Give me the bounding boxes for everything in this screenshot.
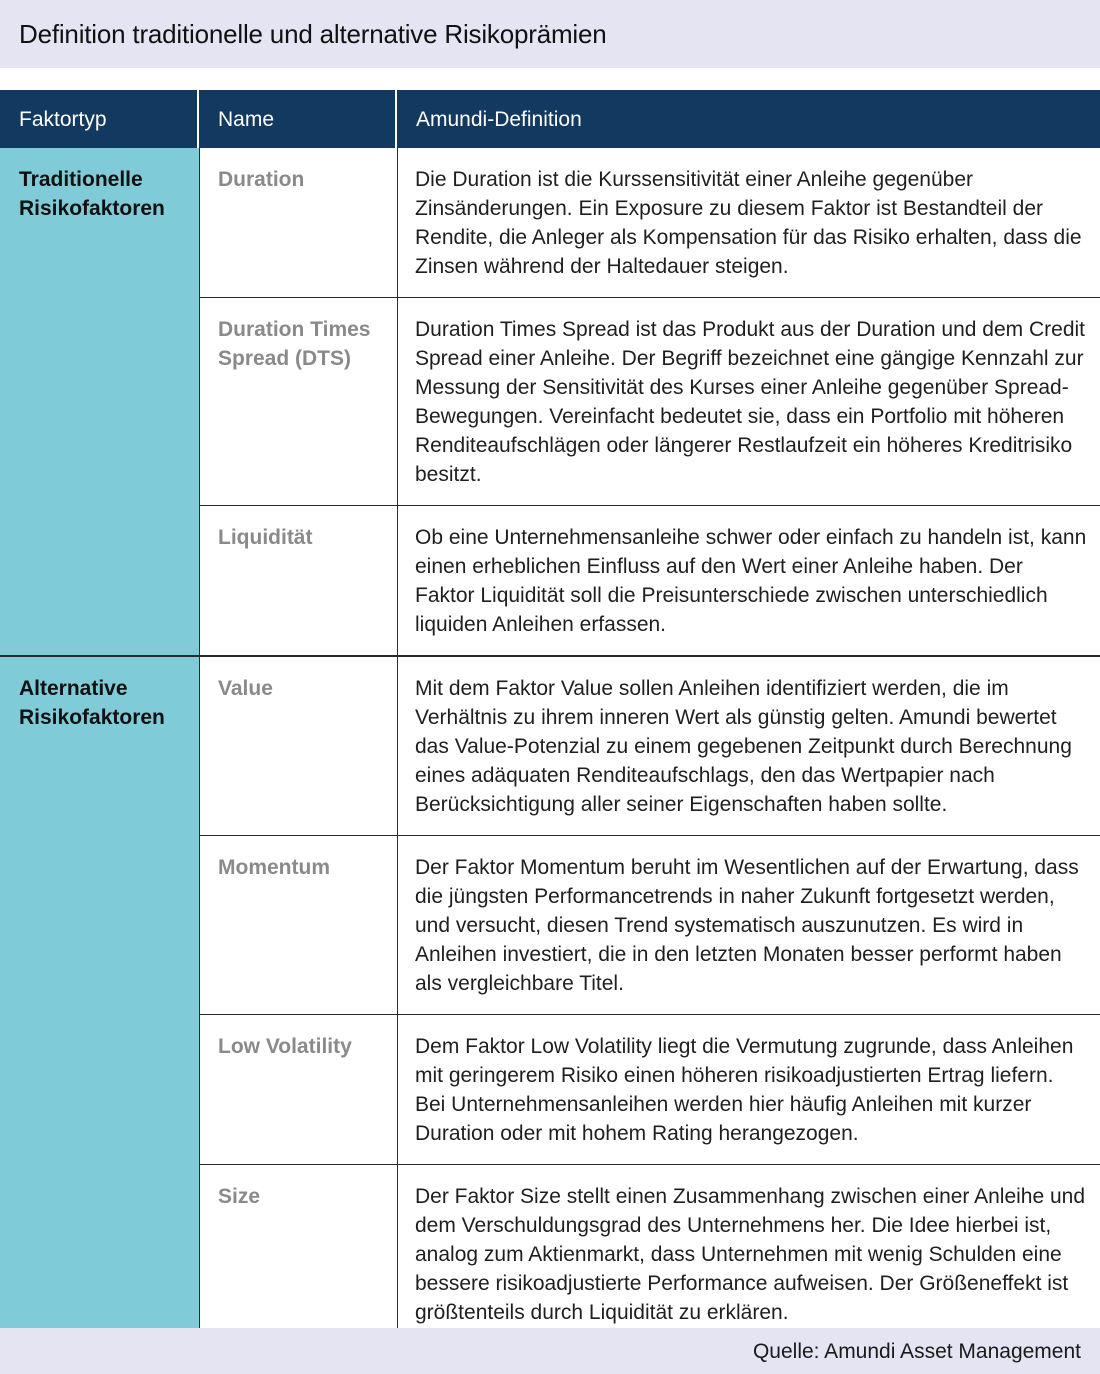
table-row [199,148,1100,297]
factor-name: Momentum [199,836,398,1014]
table-row [199,657,1100,835]
table-header [0,90,1100,148]
factor-name: Low Volatility [199,1015,398,1164]
group-rows [199,148,1100,655]
group-alternative [0,657,1100,1345]
group-rows [199,657,1100,1343]
factor-name: Liquidität [199,506,398,655]
factor-definition: Duration Times Spread ist das Produkt aus der Duration und dem Credit Spread einer Anleihe. Der Begriff bezeichnet eine gängige Kennzahl zur Messung der Sensitivität des Kurses einer Anleihe gegenüber Spread-Bewegungen. Vereinfacht bedeutet sie, dass ein Portfolio mit höheren Renditeaufschlägen oder längerer Restlaufzeit ein höheres Kreditrisiko besitzt. [415,318,1086,486]
page-title: Definition traditionelle und alternative Risikoprämien [0,0,1100,68]
factor-name: Duration [199,148,398,297]
factor-definition: Die Duration ist die Kurssensitivität einer Anleihe gegenüber Zinsänderungen. Ein Exposure zu diesem Faktor ist Bestandteil der Rendite, die Anleger als Kompensation für das Risiko erhalten, dass die Zinsen während der Haltedauer steigen. [415,168,1082,278]
group-label-traditional: Traditionelle Risikofaktoren [0,148,199,655]
column-header-type: Faktortyp [0,90,199,148]
table-row [199,1164,1100,1343]
factor-name: Value [199,657,398,835]
group-label-alternative: Alternative Risikofaktoren [0,657,199,1343]
factor-definition: Dem Faktor Low Volatility liegt die Vermutung zugrunde, dass Anleihen mit geringerem Risiko einen höheren risikoadjustierten Ertrag liefern. Bei Unternehmensanleihen werden hier häufig Anleihen mit kurzer Duration oder mit hohem Rating herangezogen. [415,1035,1074,1145]
group-traditional [0,148,1100,657]
factor-definition: Der Faktor Momentum beruht im Wesentlichen auf der Erwartung, dass die jüngsten Performancetrends in naher Zukunft fortgesetzt werden, und versucht, diesen Trend systematisch auszunutzen. Es wird in Anleihen investiert, die in den letzten Monaten besser performt haben als vergleichbare Titel. [415,856,1079,995]
factor-name: Size [199,1165,398,1343]
factor-definition: Der Faktor Size stellt einen Zusammenhang zwischen einer Anleihe und dem Verschuldungsgrad des Unternehmens her. Die Idee hierbei ist, analog zum Aktienmarkt, dass Unternehmen mit wenig Schulden eine bessere risikoadjustierte Performance aufweisen. Der Größeneffekt ist größtenteils durch Liquidität zu erklären. [415,1185,1086,1324]
factor-name: Duration Times Spread (DTS) [199,298,398,505]
table-row [199,297,1100,505]
table-row [199,835,1100,1014]
factor-definition: Ob eine Unternehmensanleihe schwer oder einfach zu handeln ist, kann einen erheblichen Einfluss auf den Wert einer Anleihe haben. Der Faktor Liquidität soll die Preisunterschiede zwischen unterschiedlich liquiden Anleihen erfassen. [415,526,1087,636]
table-row [199,1014,1100,1164]
factor-definition: Mit dem Faktor Value sollen Anleihen identifiziert werden, die im Verhältnis zu ihrem inneren Wert als günstig gelten. Amundi bewertet das Value-Potenzial zu einem gegebenen Zeitpunkt durch Berechnung eines adäquaten Renditeaufschlags, den das Wertpapier nach Berücksichtigung aller seiner Eigenschaften haben sollte. [415,677,1072,816]
column-header-name: Name [199,90,397,148]
risk-factor-table [0,90,1100,1345]
table-row [199,505,1100,655]
column-header-definition: Amundi-Definition [416,108,582,131]
source-note: Quelle: Amundi Asset Management [0,1328,1100,1374]
